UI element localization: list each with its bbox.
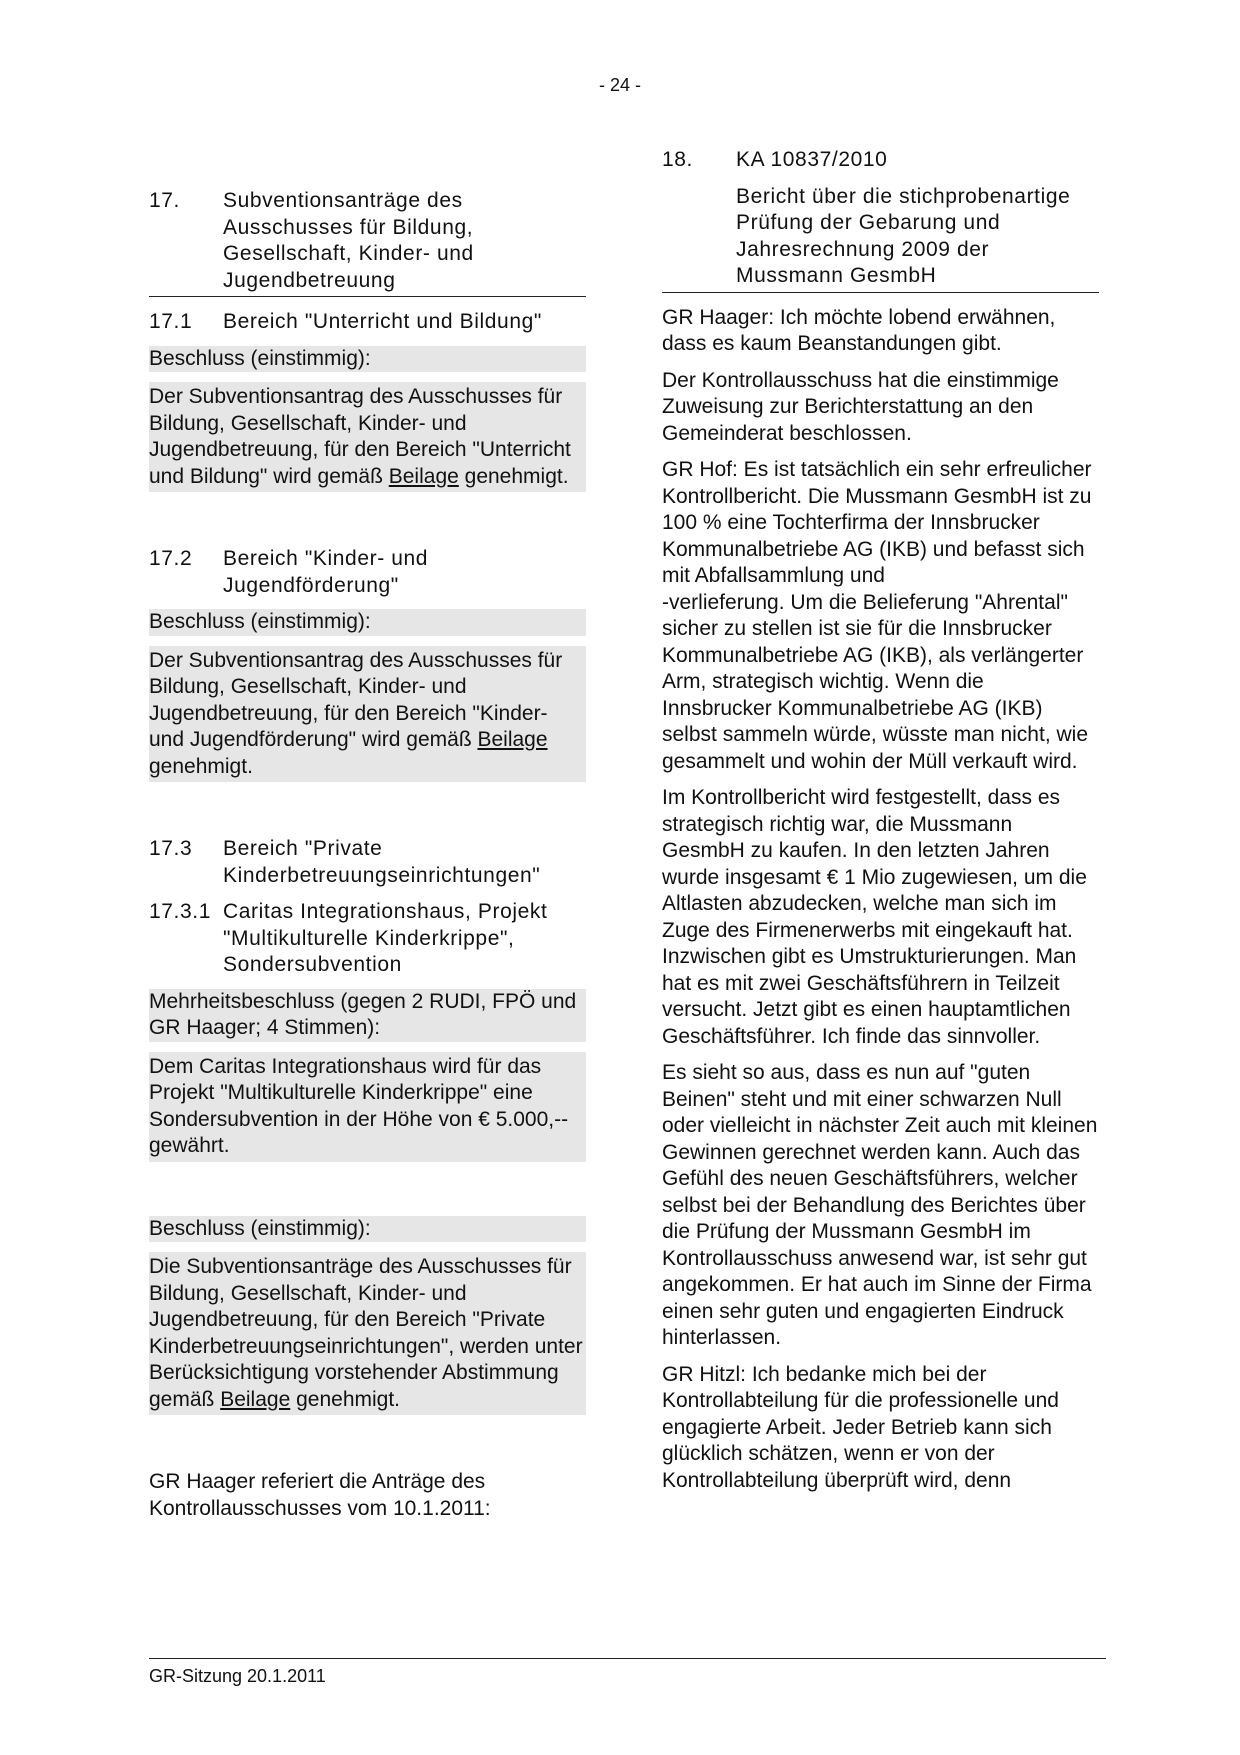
- paragraph: GR Hitzl: Ich bedanke mich bei der Kontrollabteilung für die professionelle und engagierte Arbeit. Jeder Betrieb kann sich glücklich schätzen, wenn er von der Kontrollabteilung überprüft wird, denn: [662, 1362, 1059, 1492]
- heading-title: Bereich "Unterricht und Bildung": [223, 310, 542, 333]
- decision-heading: Beschluss (einstimmig):: [149, 1216, 586, 1243]
- paragraph: Im Kontrollbericht wird festgestellt, dass es strategisch richtig war, die Mussmann GesmbH zu kaufen. In den letzten Jahren wurde insgesamt € 1 Mio zugewiesen, um die Altlasten abzudecken, welche man sich im Zuge des Firmenerwerbs mit eingekauft hat. Inzwischen gibt es Umstrukturierungen. Man hat es mit zwei Geschäftsführern in Teilzeit versucht. Jetzt gibt es einen hauptamtlichen Geschäftsführer. Ich finde das sinnvoller.: [662, 786, 1087, 1048]
- left-column: [149, 188, 586, 1532]
- heading-number: 17.2: [149, 547, 193, 570]
- decision-heading: Beschluss (einstimmig):: [149, 346, 586, 373]
- heading-number: 17.: [149, 189, 180, 212]
- heading-title: Bereich "Kinder- und Jugendförderung": [223, 547, 429, 597]
- paragraph: Der Kontrollausschuss hat die einstimmige Zuweisung zur Berichterstattung an den Gemeinderat beschlossen.: [662, 368, 1059, 445]
- closing-paragraph: GR Haager referiert die Anträge des Kontrollausschusses vom 10.1.2011:: [149, 1470, 491, 1520]
- heading-18-subtitle: [662, 184, 1099, 293]
- page-number: - 24 -: [598, 75, 641, 95]
- heading-title: Bereich "Private Kinderbetreuungseinrichtungen": [223, 837, 541, 887]
- heading-17: [149, 188, 586, 297]
- heading-number: 17.1: [149, 310, 193, 333]
- decision-text: Dem Caritas Integrationshaus wird für das Projekt "Multikulturelle Kinderkrippe" eine Sondersubvention in der Höhe von € 5.000,-- gewährt.: [149, 1052, 586, 1162]
- heading-subtitle: Bericht über die stichprobenartige Prüfung der Gebarung und Jahresrechnung 2009 der Mussmann GesmbH: [736, 184, 1071, 287]
- heading-17-2: [149, 546, 586, 599]
- decision-text: Der Subventionsantrag des Ausschusses für Bildung, Gesellschaft, Kinder- und Jugendbetreuung, für den Bereich "Kinder- und Jugendförderung" wird gemäß Beilage genehmigt.: [149, 646, 586, 783]
- beilage-link[interactable]: Beilage: [388, 464, 459, 488]
- beilage-link[interactable]: Beilage: [220, 1387, 291, 1411]
- right-column: [662, 147, 1099, 1504]
- decision-text: Die Subventionsanträge des Ausschusses für Bildung, Gesellschaft, Kinder- und Jugendbetreuung, für den Bereich "Private Kinderbetreuungseinrichtungen", werden unter Berücksichtigung vorstehender Abstimmung gemäß Beilage genehmigt.: [149, 1252, 586, 1415]
- decision-text: Der Subventionsantrag des Ausschusses für Bildung, Gesellschaft, Kinder- und Jugendbetreuung, für den Bereich "Unterricht und Bildung" wird gemäß Beilage genehmigt.: [149, 382, 586, 492]
- heading-number: 18.: [662, 148, 693, 171]
- heading-17-3-1: [149, 899, 586, 979]
- heading-title: Caritas Integrationshaus, Projekt "Multikulturelle Kinderkrippe", Sondersubvention: [223, 900, 548, 976]
- paragraph: GR Hof: Es ist tatsächlich ein sehr erfreulicher Kontrollbericht. Die Mussmann GesmbH ist zu 100 % eine Tochterfirma der Innsbrucker Kommunalbetriebe AG (IKB) und befasst sich mit Abfallsammlung und: [662, 458, 1092, 587]
- heading-title: KA 10837/2010: [736, 148, 888, 171]
- paragraph: GR Haager: Ich möchte lobend erwähnen, dass es kaum Beanstandungen gibt.: [662, 305, 1056, 355]
- heading-18: [662, 147, 1099, 174]
- heading-17-1: [149, 309, 586, 336]
- paragraph: -verlieferung. Um die Belieferung "Ahrental" sicher zu stellen ist sie für die Innsbrucker Kommunalbetriebe AG (IKB), als verlängerter Arm, strategisch wichtig. Wenn die Innsbrucker Kommunalbetriebe AG (IKB) selbst sammeln würde, wüsste man nicht, wie gesammelt und wohin der Müll verkauft wird.: [662, 590, 1088, 773]
- heading-title: Subventionsanträge des Ausschusses für Bildung, Gesellschaft, Kinder- und Jugendbetreuung: [223, 189, 474, 292]
- heading-number: 17.3.1: [149, 900, 211, 923]
- paragraph: Es sieht so aus, dass es nun auf "guten Beinen" steht und mit einer schwarzen Null oder vielleicht in nächster Zeit auch mit kleinen Gewinnen gerechnet werden kann. Auch das Gefühl des neuen Geschäftsführers, welcher selbst bei der Behandlung des Berichtes über die Prüfung der Mussmann GesmbH im Kontrollausschuss anwesend war, ist sehr gut angekommen. Er hat auch im Sinne der Firma einen sehr guten und engagierten Eindruck hinterlassen.: [662, 1061, 1098, 1349]
- decision-heading: Beschluss (einstimmig):: [149, 609, 586, 636]
- footer: GR-Sitzung 20.1.2011: [149, 1658, 1106, 1690]
- heading-number: 17.3: [149, 837, 193, 860]
- majority-decision-heading: Mehrheitsbeschluss (gegen 2 RUDI, FPÖ und GR Haager; 4 Stimmen):: [149, 989, 586, 1042]
- beilage-link[interactable]: Beilage: [477, 728, 548, 751]
- heading-17-3: [149, 836, 586, 889]
